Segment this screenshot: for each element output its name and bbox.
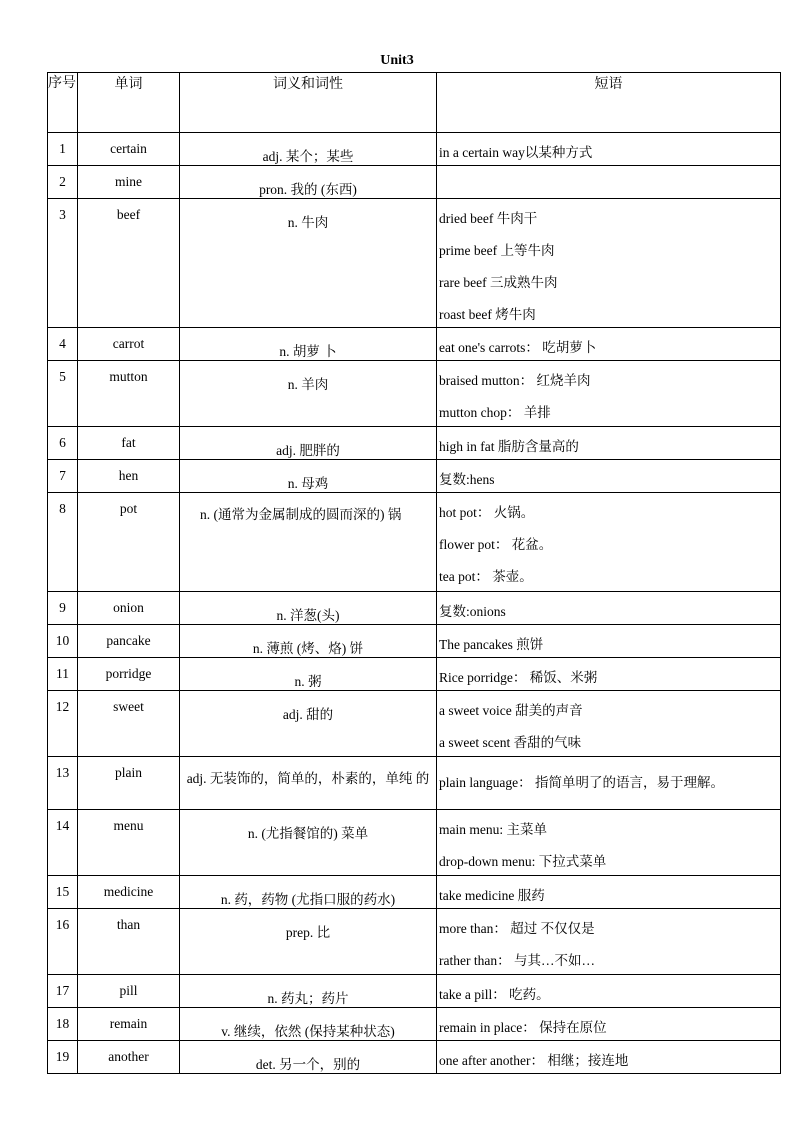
row-phrases	[437, 757, 781, 810]
row-meaning: adj. 某个；某些	[180, 133, 437, 166]
row-number: 12	[48, 691, 78, 757]
table-row	[48, 625, 781, 658]
table-row	[48, 328, 781, 361]
row-word: hen	[78, 460, 180, 493]
row-phrases	[437, 1008, 781, 1041]
row-number: 13	[48, 757, 78, 810]
row-number: 10	[48, 625, 78, 658]
row-phrases	[437, 625, 781, 658]
row-phrases	[437, 909, 781, 975]
header-meaning: 词义和词性	[180, 73, 437, 133]
table-row	[48, 133, 781, 166]
table-row	[48, 460, 781, 493]
row-word: pancake	[78, 625, 180, 658]
row-phrases	[437, 460, 781, 493]
row-number: 1	[48, 133, 78, 166]
row-number: 15	[48, 876, 78, 909]
row-word: pill	[78, 975, 180, 1008]
table-row	[48, 876, 781, 909]
phrase-item: tea pot： 茶壶。	[439, 569, 533, 584]
phrase-item: in a certain way以某种方式	[439, 145, 593, 160]
row-phrases	[437, 592, 781, 625]
row-phrases	[437, 975, 781, 1008]
row-number: 6	[48, 427, 78, 460]
row-meaning: n. 薄煎 (烤、烙) 饼	[180, 625, 437, 658]
row-meaning: n. 药，药物 (尤指口服的药水)	[180, 876, 437, 909]
header-number: 序号	[48, 73, 78, 133]
row-number: 17	[48, 975, 78, 1008]
row-word: mine	[78, 166, 180, 199]
phrase-item: high in fat 脂肪含量高的	[439, 439, 579, 454]
phrase-item: flower pot： 花盆。	[439, 537, 553, 552]
row-word: onion	[78, 592, 180, 625]
row-meaning: n. 药丸；药片	[180, 975, 437, 1008]
row-word: another	[78, 1041, 180, 1074]
table-row	[48, 658, 781, 691]
row-number: 4	[48, 328, 78, 361]
row-meaning: n. 胡萝 卜	[180, 328, 437, 361]
phrase-item: more than： 超过 不仅仅是	[439, 921, 595, 936]
phrase-item: braised mutton： 红烧羊肉	[439, 373, 591, 388]
row-number: 11	[48, 658, 78, 691]
row-word: certain	[78, 133, 180, 166]
row-word: remain	[78, 1008, 180, 1041]
table-row	[48, 427, 781, 460]
phrase-item: eat one's carrots： 吃胡萝卜	[439, 340, 597, 355]
row-phrases	[437, 658, 781, 691]
phrase-item: hot pot： 火锅。	[439, 505, 535, 520]
row-phrases	[437, 427, 781, 460]
phrase-item: main menu: 主菜单	[439, 822, 547, 837]
table-row	[48, 909, 781, 975]
phrase-item: take medicine 服药	[439, 888, 545, 903]
page-title: Unit3	[380, 53, 414, 68]
phrase-item: rather than： 与其…不如…	[439, 953, 595, 968]
vocabulary-table	[47, 72, 781, 1074]
row-word: plain	[78, 757, 180, 810]
row-meaning: n. 粥	[180, 658, 437, 691]
phrase-item: mutton chop： 羊排	[439, 405, 551, 420]
row-number: 8	[48, 493, 78, 592]
phrase-item: one after another： 相继；接连地	[439, 1053, 629, 1068]
row-word: menu	[78, 810, 180, 876]
row-phrases	[437, 691, 781, 757]
table-row	[48, 166, 781, 199]
row-word: than	[78, 909, 180, 975]
table-row	[48, 757, 781, 810]
table-row	[48, 691, 781, 757]
row-phrases	[437, 1041, 781, 1074]
phrase-item: Rice porridge： 稀饭、米粥	[439, 670, 598, 685]
phrase-item: 复数:hens	[439, 472, 495, 487]
row-meaning: adj. 肥胖的	[180, 427, 437, 460]
row-word: beef	[78, 199, 180, 328]
row-phrases	[437, 166, 781, 199]
row-word: sweet	[78, 691, 180, 757]
row-meaning: pron. 我的 (东西)	[180, 166, 437, 199]
row-word: medicine	[78, 876, 180, 909]
row-word: carrot	[78, 328, 180, 361]
row-word: porridge	[78, 658, 180, 691]
row-number: 5	[48, 361, 78, 427]
phrase-item	[439, 166, 780, 198]
row-number: 3	[48, 199, 78, 328]
phrase-item: drop-down menu: 下拉式菜单	[439, 854, 607, 869]
row-number: 19	[48, 1041, 78, 1074]
phrase-item: The pancakes 煎饼	[439, 637, 544, 652]
row-meaning: det. 另一个，别的	[180, 1041, 437, 1074]
phrase-item: take a pill： 吃药。	[439, 987, 550, 1002]
row-meaning: n. (尤指餐馆的) 菜单	[180, 810, 437, 876]
row-number: 16	[48, 909, 78, 975]
row-number: 2	[48, 166, 78, 199]
row-number: 14	[48, 810, 78, 876]
table-row	[48, 199, 781, 328]
row-meaning: n. (通常为金属制成的圆而深的) 锅	[180, 493, 437, 592]
row-phrases	[437, 199, 781, 328]
phrase-item: dried beef 牛肉干	[439, 211, 538, 226]
row-meaning: v. 继续，依然 (保持某种状态)	[180, 1008, 437, 1041]
row-meaning: adj. 甜的	[180, 691, 437, 757]
row-meaning: prep. 比	[180, 909, 437, 975]
table-header-row	[48, 73, 781, 133]
table-row	[48, 810, 781, 876]
row-phrases	[437, 133, 781, 166]
row-meaning: n. 牛肉	[180, 199, 437, 328]
row-number: 7	[48, 460, 78, 493]
phrase-item: a sweet voice 甜美的声音	[439, 703, 583, 718]
row-number: 18	[48, 1008, 78, 1041]
row-phrases	[437, 876, 781, 909]
table-row	[48, 361, 781, 427]
header-word: 单词	[78, 73, 180, 133]
row-word: pot	[78, 493, 180, 592]
table-row	[48, 975, 781, 1008]
row-word: mutton	[78, 361, 180, 427]
row-meaning: n. 洋葱(头)	[180, 592, 437, 625]
table-row	[48, 592, 781, 625]
row-meaning: n. 羊肉	[180, 361, 437, 427]
row-meaning: adj. 无装饰的，简单的，朴素的，单纯 的	[180, 757, 437, 810]
phrase-item: roast beef 烤牛肉	[439, 307, 536, 322]
phrase-item: a sweet scent 香甜的气味	[439, 735, 582, 750]
phrase-item: rare beef 三成熟牛肉	[439, 275, 558, 290]
phrase-item: plain language： 指简单明了的语言，易于理解。	[439, 775, 724, 790]
header-phrases: 短语	[437, 73, 781, 133]
phrase-item: remain in place： 保持在原位	[439, 1020, 607, 1035]
row-word: fat	[78, 427, 180, 460]
row-phrases	[437, 361, 781, 427]
table-row	[48, 1041, 781, 1074]
row-phrases	[437, 328, 781, 361]
table-row	[48, 1008, 781, 1041]
row-meaning: n. 母鸡	[180, 460, 437, 493]
table-row	[48, 493, 781, 592]
row-number: 9	[48, 592, 78, 625]
row-phrases	[437, 810, 781, 876]
phrase-item: 复数:onions	[439, 604, 506, 619]
phrase-item: prime beef 上等牛肉	[439, 243, 555, 258]
row-phrases	[437, 493, 781, 592]
